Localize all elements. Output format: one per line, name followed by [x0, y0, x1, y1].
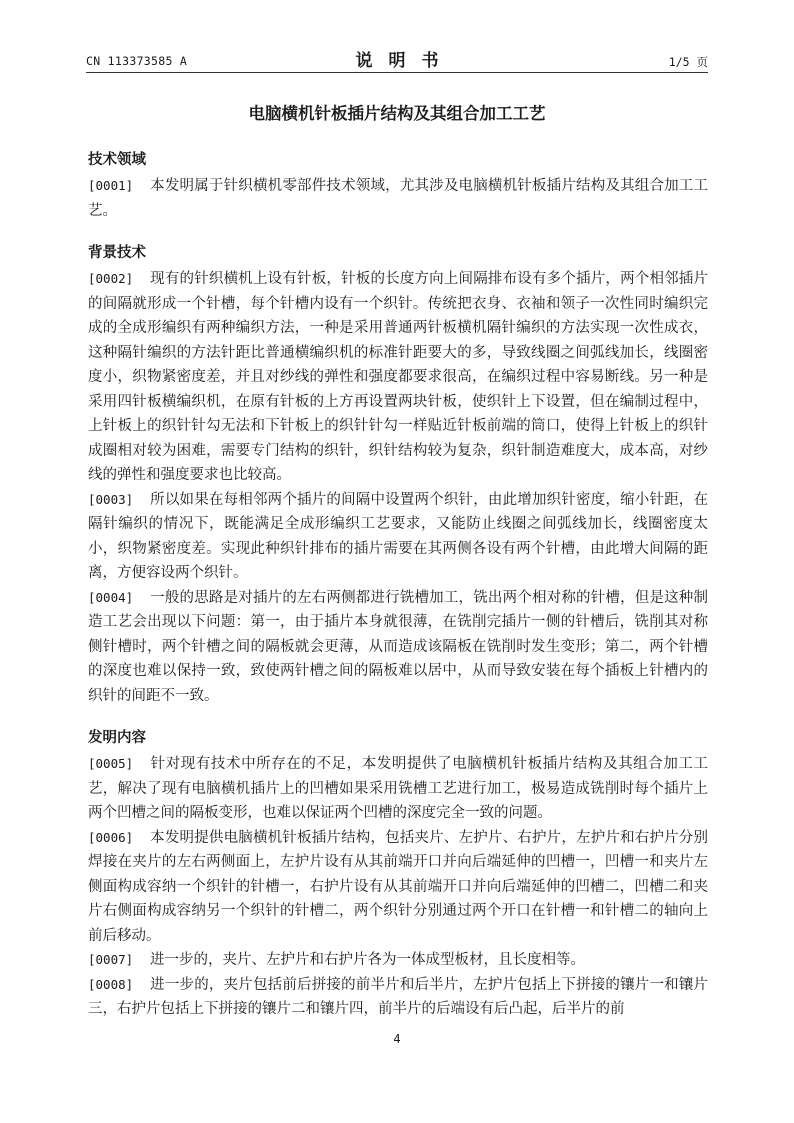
paragraph-text: 本发明提供电脑横机针板插片结构，包括夹片、左护片、右护片，左护片和右护片分别焊接在夹片的左右两侧面上，左护片设有从其前端开口并向后端延伸的凹槽一，凹槽一和夹片左侧面构成容纳一个织针的针槽一，右护片设有从其前端开口并向后端延伸的凹槽二，凹槽二和夹片右侧面构成容纳另一个织针的针槽二，两个织针分别通过两个开口在针槽一和针槽二的轴向上前后移动。	[88, 829, 708, 944]
paragraph	[88, 826, 708, 949]
paragraph-number: [0004]	[88, 589, 134, 605]
paragraph	[88, 948, 708, 973]
paragraph	[88, 174, 708, 223]
paragraph-text: 本发明属于针织横机零部件技术领域，尤其涉及电脑横机针板插片结构及其组合加工工艺。	[88, 178, 708, 219]
paragraph-text: 所以如果在每相邻两个插片的间隔中设置两个织针，由此增加织针密度，缩小针距，在隔针编织的情况下，既能满足全成形编织工艺要求，又能防止线圈之间弧线加长，线圈密度太小，织物紧密度差。实现此种织针排布的插片需要在其两侧各设有两个针槽，由此增大间隔的距离，方便容设两个织针。	[88, 491, 708, 581]
paragraph-number: [0003]	[88, 491, 134, 507]
page-header	[86, 44, 708, 70]
section-heading: 发明内容	[88, 730, 146, 746]
document-type: 说明书	[355, 51, 455, 71]
paragraph-number: [0002]	[88, 271, 134, 286]
header-divider	[86, 72, 708, 73]
paragraph	[88, 267, 708, 488]
paragraph-text: 一般的思路是对插片的左右两侧都进行铣槽加工，铣出两个相对称的针槽，但是这种制造工艺会出现以下问题：第一，由于插片本身就很薄，在铣削完插片一侧的针槽后，铣削其对称侧针槽时，两个针槽之间的隔板就会更薄，从而造成该隔板在铣削时发生变形；第二，两个针槽的深度也难以保持一致，致使两针槽之间的隔板难以居中，从而导致安装在每个插板上针槽内的织针的间距不一致。	[88, 589, 708, 704]
paragraph-number: [0007]	[88, 952, 134, 967]
document-body	[88, 150, 708, 1042]
paragraph	[88, 973, 708, 1022]
section-background	[88, 243, 708, 708]
page-number: 4	[393, 1032, 401, 1046]
paragraph-number: [0006]	[88, 829, 134, 845]
page-indicator: 1/5 页	[668, 55, 708, 69]
paragraph-text: 进一步的，夹片包括前后拼接的前半片和后半片，左护片包括上下拼接的镶片一和镶片三，右护片包括上下拼接的镶片二和镶片四，前半片的后端设有后凸起，后半片的前	[88, 976, 708, 1017]
paragraph-number: [0005]	[88, 756, 134, 771]
section-heading: 技术领域	[88, 152, 146, 168]
paragraph	[88, 488, 708, 586]
section-summary	[88, 728, 708, 1022]
paragraph-number: [0008]	[88, 976, 134, 992]
paragraph-text: 进一步的，夹片、左护片和右护片各为一体成型板材，且长度相等。	[150, 952, 585, 968]
paragraph-text: 现有的针织横机上设有针板，针板的长度方向上间隔排布设有多个插片，两个相邻插片的间隔就形成一个针槽，每个针槽内设有一个织针。传统把衣身、衣袖和领子一次性同时编织完成的全成形编织有两种编织方法，一种是采用普通两针板横机隔针编织的方法实现一次性成衣，这种隔针编织的方法针距比普通横编织机的标准针距要大的多，导致线圈之间弧线加长，线圈密度小，织物紧密度差，并且对纱线的弹性和强度都要求很高，在编织过程中容易断线。另一种是采用四针板横编织机，在原有针板的上方再设置两块针板，使织针上下设置，但在编制过程中，上针板上的织针针勾无法和下针板上的织针针勾一样贴近针板前端的筒口，使得上针板上的织针成圈相对较为困难，需要专门结构的织针，织针结构较为复杂，织针制造难度大，成本高，对纱线的弹性和强度要求也比较高。	[88, 271, 708, 483]
document-title: 电脑横机针板插片结构及其组合加工工艺	[248, 104, 546, 123]
section-heading: 背景技术	[88, 245, 146, 261]
paragraph-text: 针对现有技术中所存在的不足，本发明提供了电脑横机针板插片结构及其组合加工工艺，解决了现有电脑横机插片上的凹槽如果采用铣槽工艺进行加工，极易造成铣削时每个插片上两个凹槽之间的隔板变形，也难以保证两个凹槽的深度完全一致的问题。	[88, 756, 708, 821]
paragraph	[88, 752, 708, 826]
section-technical-field	[88, 150, 708, 223]
publication-number: CN 113373585 A	[86, 54, 188, 68]
paragraph-number: [0001]	[88, 178, 134, 193]
paragraph	[88, 586, 708, 709]
